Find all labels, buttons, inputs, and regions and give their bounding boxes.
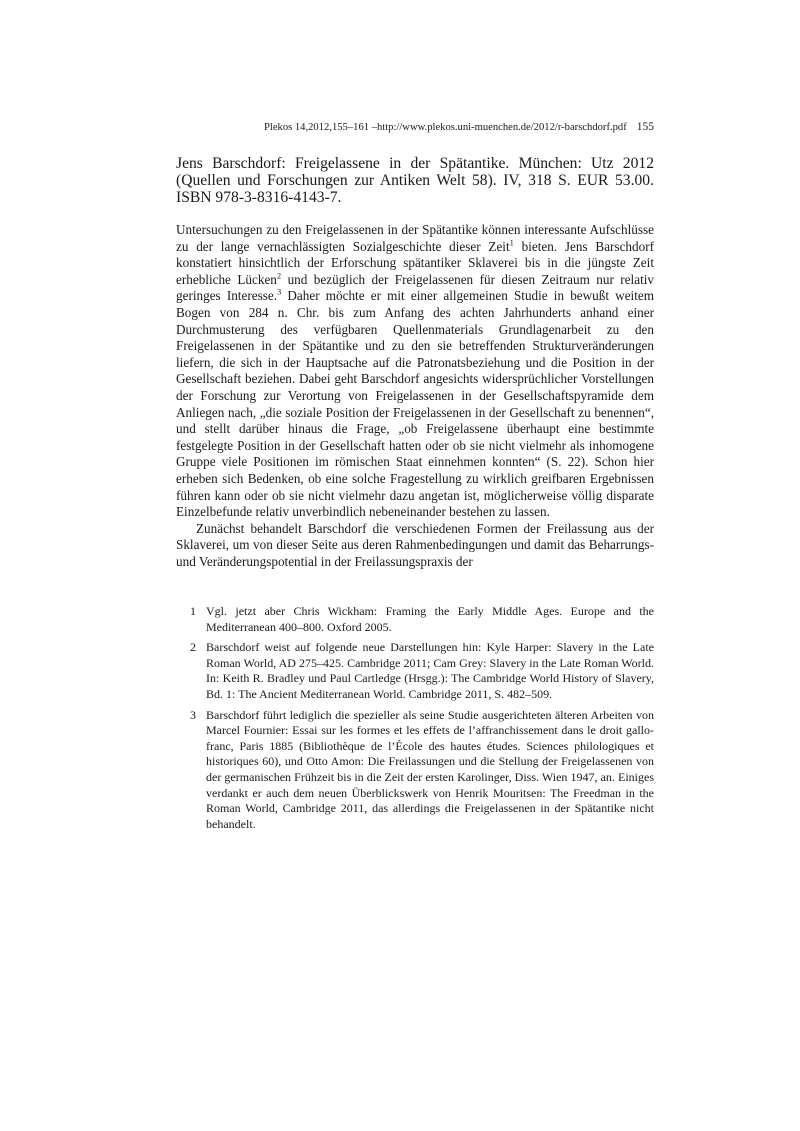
paragraph-1-text-d: Daher möchte er mit einer allgemeinen Studie in bewußt weitem Bogen von 284 n. Chr. bis zum Anfang des achten Jahrhunderts anhand einer Durchmusterung des verfügbaren Quellenmaterials Grundlagenarbeit zu den Freigelassenen in der Spätantike und zu den sie betreffenden Strukturveränderungen liefern, die sich in der Hauptsache auf die Patronatsbeziehung und die Position in der Gesellschaft beziehen. Dabei geht Barschdorf angesichts widersprüchlicher Vorstellungen der Forschung zur Verortung von Freigelassenen in der Gesellschaftspyramide dem Anliegen nach, „die soziale Position der Freigelassenen in der Gesellschaft zu benennen“, und stellt darüber hinaus die Frage, „ob Freigelassene überhaupt eine bestimmte festgelegte Position in der Gesellschaft hatten oder ob sie nicht vielmehr als inhomogene Gruppe viele Positionen im römischen Staat einnehmen konnten“ (S. 22). Schon hier erheben sich Bedenken, ob eine solche Fragestellung zu wirklich greifbaren Ergebnissen führen kann oder ob sie nicht vielmehr dazu angetan ist, möglicherweise völlig disparate Einzelbefunde relativ unverbindlich nebeneinander bestehen zu lassen. bbox=[176, 288, 654, 520]
paragraph-1-text-a: Untersuchungen zu den Freigelassenen in der Spätantike können interessante Aufschlüsse zu der lange vernachlässigten Sozialgeschichte dieser Zeit bbox=[176, 222, 654, 254]
footnote-ref-1[interactable]: 1 bbox=[509, 237, 514, 248]
footnote-text: Barschdorf führt lediglich die spezieller als seine Studie ausgerichteten älteren Arbeiten von Marcel Fournier: Essai sur les formes et les effets de l’affranchissement dans le droit gallo-franc, Paris 1885 (Bibliothèque de l’École des hautes études. Sciences philologiques et historiques 60), und Otto Amon: Die Freilassungen und die Stellung der Freigelassenen von der germanischen Frühzeit bis in die Zeit der ersten Karolinger, Diss. Wien 1947, an. Einiges verdankt er auch dem neuen Überblickswerk von Henrik Mouritsen: The Freedman in the Roman World, Cambridge 2011, das allerdings die Freigelassenen in der Spätantike nicht behandelt. bbox=[206, 707, 654, 831]
running-header-citation: Plekos 14,2012,155–161 –http://www.plekos.uni-muenchen.de/2012/r-barschdorf.pdf bbox=[263, 122, 627, 133]
footnote-number: 3 bbox=[190, 707, 196, 722]
paragraph-1-text-c: und bezüglich der Freigelassenen für diesen Zeitraum nur relativ geringes Interesse. bbox=[176, 271, 654, 304]
footnote-number: 2 bbox=[190, 640, 196, 655]
running-header bbox=[176, 120, 654, 135]
footnote-text: Barschdorf weist auf folgende neue Darstellungen hin: Kyle Harper: Slavery in the Late Roman World, AD 275–425. Cambridge 2011; Cam Grey: Slavery in the Late Roman World. In: Keith R. Bradley und Paul Cartledge (Hrsgg.): The Cambridge World History of Slavery, Bd. 1: The Ancient Mediterranean World. Cambridge 2011, S. 482–509. bbox=[206, 640, 654, 701]
footnote-3 bbox=[190, 708, 654, 833]
body-text bbox=[176, 222, 654, 570]
paragraph-2: Zunächst behandelt Barschdorf die verschiedenen Formen der Freilassung aus der Sklaverei, um von dieser Seite aus deren Rahmenbedingungen und damit das Beharrungs- und Veränderungspotential in der Freilassungspraxis der bbox=[176, 520, 654, 569]
footnote-2 bbox=[190, 640, 654, 702]
paragraph-1-text-b: bieten. Jens Barschdorf konstatiert hinsichtlich der Erforschung spätantiker Sklaverei bis in die jüngste Zeit erhebliche Lücken bbox=[176, 238, 654, 287]
page-number: 155 bbox=[636, 121, 654, 133]
footnote-text: Vgl. jetzt aber Chris Wickham: Framing the Early Middle Ages. Europe and the Mediterranean 400–800. Oxford 2005. bbox=[206, 604, 654, 634]
footnote-ref-3[interactable]: 3 bbox=[277, 286, 282, 297]
footnote-number: 1 bbox=[190, 604, 196, 618]
paragraph-1 bbox=[176, 222, 654, 521]
footnote-1 bbox=[190, 604, 654, 635]
footnote-ref-2[interactable]: 2 bbox=[276, 270, 282, 281]
footnotes bbox=[190, 604, 654, 837]
review-title: Jens Barschdorf: Freigelassene in der Spätantike. München: Utz 2012 (Quellen und Forschungen zur Antiken Welt 58). IV, 318 S. EUR 53.00. ISBN 978-3-8316-4143-7. bbox=[176, 155, 654, 206]
